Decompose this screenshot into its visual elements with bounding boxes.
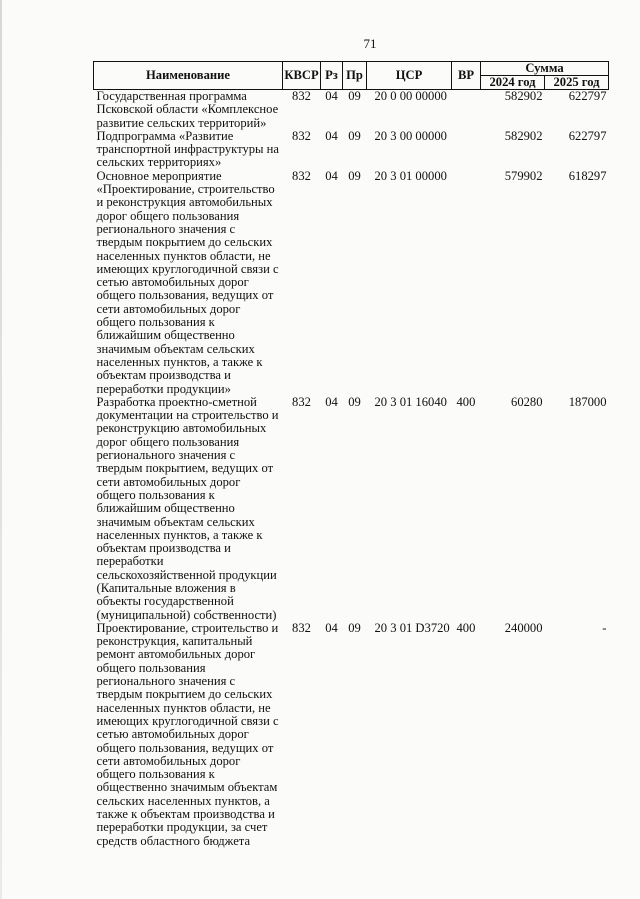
table-body	[94, 90, 609, 848]
cell-pr: 09	[348, 620, 361, 635]
cell-vr: 400	[456, 620, 476, 635]
cell-sum-2025: 622797	[568, 89, 607, 103]
page-number: 71	[363, 36, 377, 51]
cell-sum-2025: -	[602, 620, 607, 635]
header-year-2024: 2024 год	[481, 76, 545, 90]
cell-name: Подпрограмма «Развитие транспортной инфраструктуры на сельских территориях»	[96, 128, 279, 170]
cell-sum-2024: 240000	[504, 620, 543, 635]
cell-csr: 20 3 01 00000	[374, 168, 447, 183]
cell-sum-2024: 60280	[511, 394, 543, 409]
cell-vr: 400	[456, 394, 476, 409]
cell-pr: 09	[348, 394, 361, 409]
cell-kvsr: 832	[292, 168, 311, 183]
table-row	[94, 396, 609, 622]
header-name: Наименование	[94, 62, 283, 90]
cell-rz: 04	[325, 128, 338, 143]
cell-rz: 04	[325, 89, 338, 103]
header-year-2025: 2025 год	[545, 76, 609, 90]
cell-sum-2025: 622797	[568, 128, 607, 143]
cell-csr: 20 3 01 D3720	[374, 620, 450, 635]
table-row	[94, 130, 609, 170]
cell-pr: 09	[348, 168, 361, 183]
cell-vr	[452, 90, 481, 130]
cell-csr: 20 0 00 00000	[374, 89, 447, 103]
table-row	[94, 90, 609, 130]
cell-sum-2025: 618297	[568, 168, 607, 183]
cell-rz: 04	[325, 394, 338, 409]
cell-pr: 09	[348, 89, 361, 103]
cell-vr	[452, 170, 481, 396]
cell-kvsr: 832	[292, 89, 311, 103]
cell-csr: 20 3 00 00000	[374, 128, 447, 143]
scan-edge	[0, 0, 2, 899]
cell-kvsr: 832	[292, 620, 311, 635]
header-rz: Рз	[321, 62, 343, 90]
table-header	[94, 62, 609, 90]
table-row	[94, 622, 609, 848]
header-pr: Пр	[343, 62, 367, 90]
cell-kvsr: 832	[292, 128, 311, 143]
header-csr: ЦСР	[367, 62, 452, 90]
cell-rz: 04	[325, 168, 338, 183]
cell-sum-2024: 582902	[504, 128, 543, 143]
cell-pr: 09	[348, 128, 361, 143]
cell-sum-2024: 582902	[504, 89, 543, 103]
cell-sum-2025: 187000	[568, 394, 607, 409]
header-kvsr: КВСР	[283, 62, 321, 90]
cell-name: Разработка проектно-сметной документации на строительство и реконструкцию автомобильных дорог общего пользования регионального значения с твердым покрытием, ведущих от сети автомобильных дорог общего пользования к ближайшим общественно значимым объектам сельских населенных пунктов, а также к объектам производства и переработки сельскохозяйственной продукции (Капитальные вложения в объекты государственной (муниципальной) собственности)	[96, 394, 279, 622]
cell-csr: 20 3 01 16040	[374, 394, 447, 409]
header-sum: Сумма	[481, 62, 609, 76]
cell-name: Основное мероприятие «Проектирование, строительство и реконструкция автомобильных дорог общего пользования регионального значения с твердым покрытием до сельских населенных пунктов области, не имеющих круглогодичной связи с сетью автомобильных дорог общего пользования, ведущих от сети автомобильных дорог общего пользования к ближайшим общественно значимым объектам сельских населенных пунктов, а также к объектам производства и переработки продукции»	[96, 168, 279, 396]
cell-sum-2024: 579902	[504, 168, 543, 183]
header-vr: ВР	[452, 62, 481, 90]
cell-kvsr: 832	[292, 394, 311, 409]
budget-table	[93, 61, 609, 848]
cell-name: Государственная программа Псковской области «Комплексное развитие сельских территорий»	[96, 89, 279, 130]
cell-vr	[452, 130, 481, 170]
cell-rz: 04	[325, 620, 338, 635]
cell-name: Проектирование, строительство и реконструкция, капитальный ремонт автомобильных дорог общего пользования регионального значения с твердым покрытием до сельских населенных пунктов области, не имеющих круглогодичной связи с сетью автомобильных дорог общего пользования, ведущих от сети автомобильных дорог общего пользования к общественно значимым объектам сельских населенных пунктов, а также к объектам производства и переработки продукции, за счет средств областного бюджета	[96, 620, 279, 848]
table-row	[94, 170, 609, 396]
